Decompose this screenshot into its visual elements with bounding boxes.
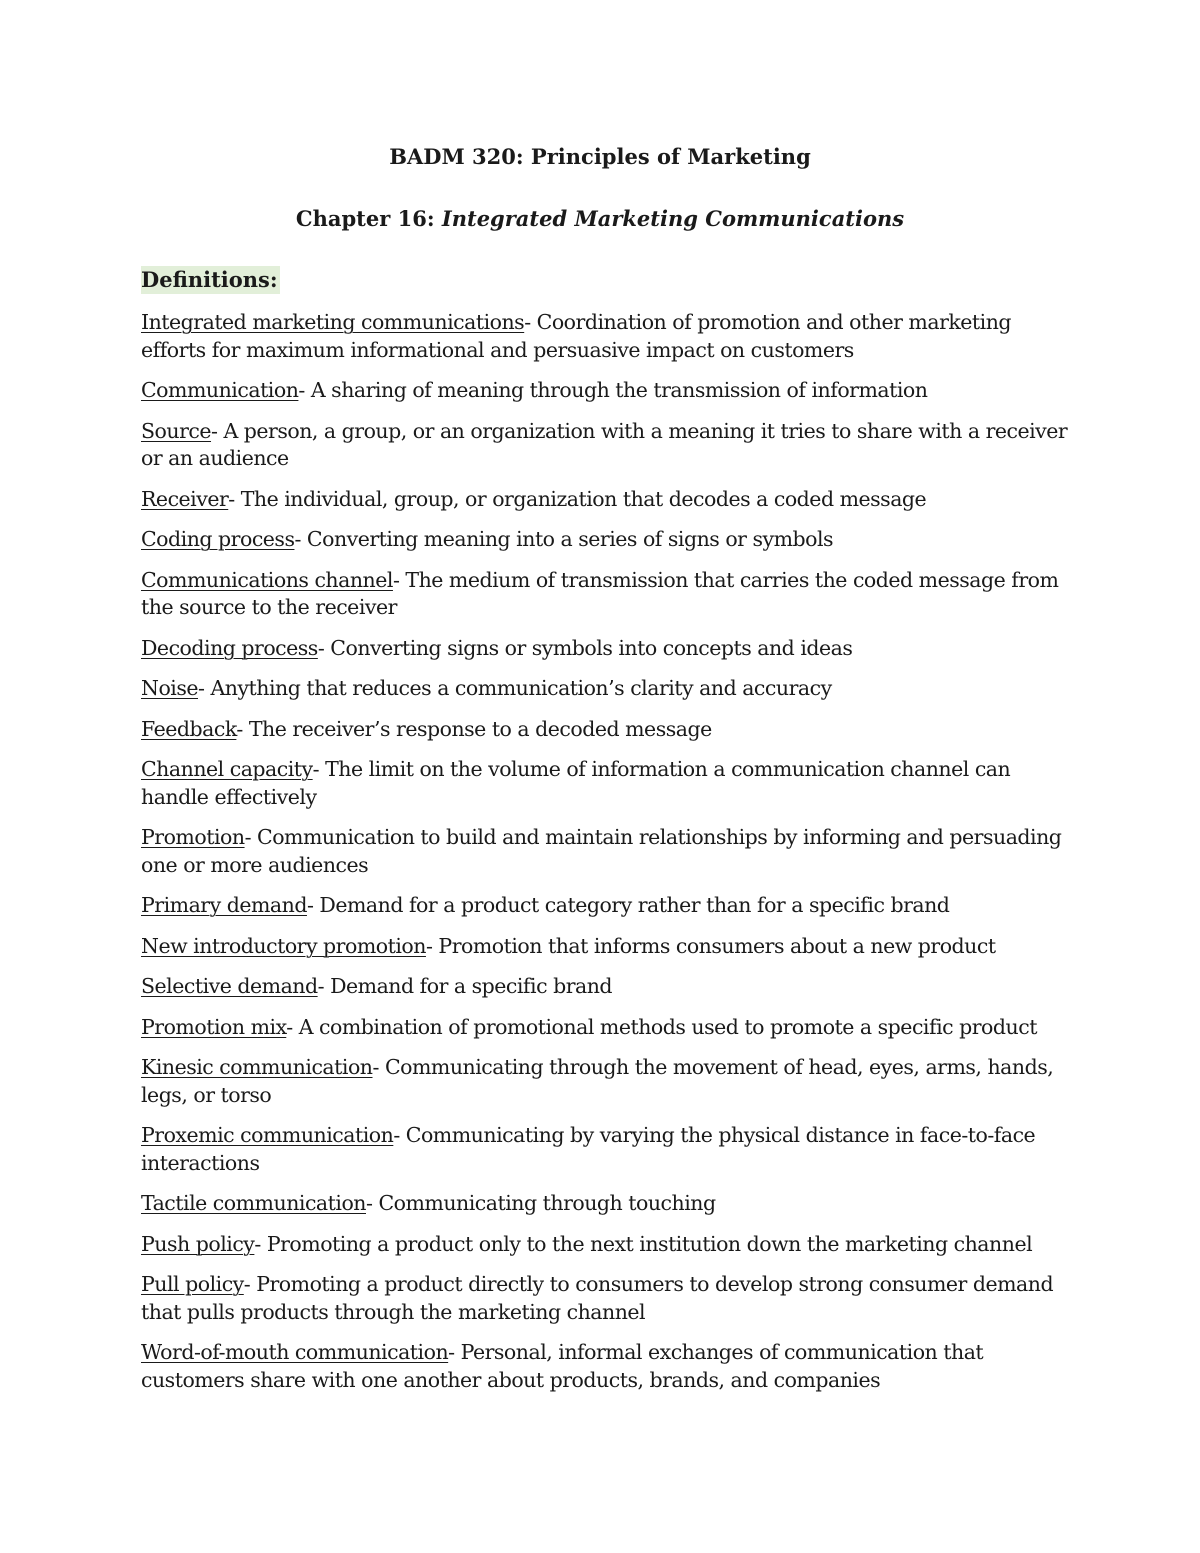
definition-text: - Communicating through the movement of head, eyes, arms, hands, legs, or torso <box>141 1055 1054 1107</box>
definition-item <box>141 1339 1071 1394</box>
definition-term: Decoding process <box>141 635 318 660</box>
definition-item <box>141 1190 1071 1218</box>
definition-text: - Anything that reduces a communication’s clarity and accuracy <box>198 676 832 700</box>
definition-term: Kinesic communication <box>141 1055 373 1079</box>
definition-term: Selective demand <box>141 974 318 998</box>
definition-term: Primary demand <box>141 893 307 917</box>
definition-item <box>141 567 1071 622</box>
definition-item <box>141 933 1071 961</box>
definition-term: Communication <box>141 378 299 402</box>
definition-text: - The limit on the volume of information a communication channel can handle effectively <box>141 757 1011 809</box>
definition-text: - Demand for a product category rather than for a specific brand <box>306 893 950 917</box>
definitions-heading: Definitions: <box>141 267 278 292</box>
definition-item <box>141 1122 1071 1177</box>
definition-item <box>141 756 1071 811</box>
definition-text: - Converting meaning into a series of signs or symbols <box>294 527 834 551</box>
definition-text: - A combination of promotional methods used to promote a specific product <box>286 1014 1037 1039</box>
definition-term: Word-of-mouth communication <box>141 1340 449 1364</box>
definitions-list <box>141 309 1071 1407</box>
definition-text: - Demand for a specific brand <box>317 974 613 998</box>
definition-term: Noise <box>141 676 198 700</box>
definition-text: - Converting signs or symbols into concepts and ideas <box>317 635 853 660</box>
definition-item <box>141 973 1071 1001</box>
definition-text: - A person, a group, or an organization with a meaning it tries to share with a receiver or an audience <box>141 418 1068 470</box>
definition-term: Channel capacity <box>141 757 313 781</box>
definition-item <box>141 635 1071 663</box>
definition-term: Push policy <box>141 1231 255 1256</box>
chapter-subtitle: Integrated Marketing Communications <box>441 206 905 231</box>
definition-item <box>141 526 1071 554</box>
definition-item <box>141 418 1071 473</box>
definition-item <box>141 377 1071 405</box>
definition-item <box>141 486 1071 514</box>
definition-item <box>141 892 1071 920</box>
definition-text: - Promoting a product directly to consumers to develop strong consumer demand that pulls products through the marketing channel <box>141 1272 1054 1324</box>
definition-item <box>141 309 1071 364</box>
definition-term: Integrated marketing communications <box>141 310 525 334</box>
definition-text: - The medium of transmission that carries the coded message from the source to the receiver <box>141 567 1059 619</box>
definition-text: - The individual, group, or organization that decodes a coded message <box>228 486 927 511</box>
definition-text: - Promoting a product only to the next institution down the marketing channel <box>254 1231 1033 1256</box>
definition-text: - The receiver’s response to a decoded message <box>236 716 712 741</box>
definition-term: Coding process <box>141 527 295 551</box>
definition-item <box>141 1054 1071 1109</box>
definition-term: Tactile communication <box>141 1191 366 1215</box>
definition-term: New introductory promotion <box>141 933 426 958</box>
definition-term: Promotion <box>141 825 245 849</box>
definition-item <box>141 716 1071 744</box>
definition-term: Receiver <box>141 486 229 511</box>
definition-term: Feedback <box>141 716 237 741</box>
definition-text: - Promotion that informs consumers about a new product <box>425 933 996 958</box>
definition-item <box>141 675 1071 703</box>
document-title: BADM 320: Principles of Marketing <box>389 144 811 169</box>
definition-text: - Coordination of promotion and other marketing efforts for maximum informational and persuasive impact on customers <box>141 310 1012 362</box>
definition-text: - Communicating by varying the physical distance in face-to-face interactions <box>141 1123 1036 1175</box>
definition-item <box>141 1014 1071 1042</box>
definition-term: Source <box>141 418 212 443</box>
definition-item <box>141 1231 1071 1259</box>
definition-text: - Communication to build and maintain relationships by informing and persuading one or more audiences <box>141 825 1062 877</box>
definition-text: - A sharing of meaning through the transmission of information <box>298 378 928 402</box>
definition-text: - Communicating through touching <box>366 1191 716 1215</box>
definition-item <box>141 824 1071 879</box>
definition-term: Pull policy <box>141 1272 244 1296</box>
chapter-heading <box>0 205 1200 232</box>
definition-term: Communications channel <box>141 567 393 592</box>
chapter-prefix: Chapter 16: <box>295 206 442 231</box>
definition-term: Proxemic communication <box>141 1123 394 1147</box>
definition-item <box>141 1271 1071 1326</box>
definition-term: Promotion mix <box>141 1014 287 1039</box>
definition-text: - Personal, informal exchanges of communication that customers share with one another about products, brands, and companies <box>141 1340 984 1392</box>
